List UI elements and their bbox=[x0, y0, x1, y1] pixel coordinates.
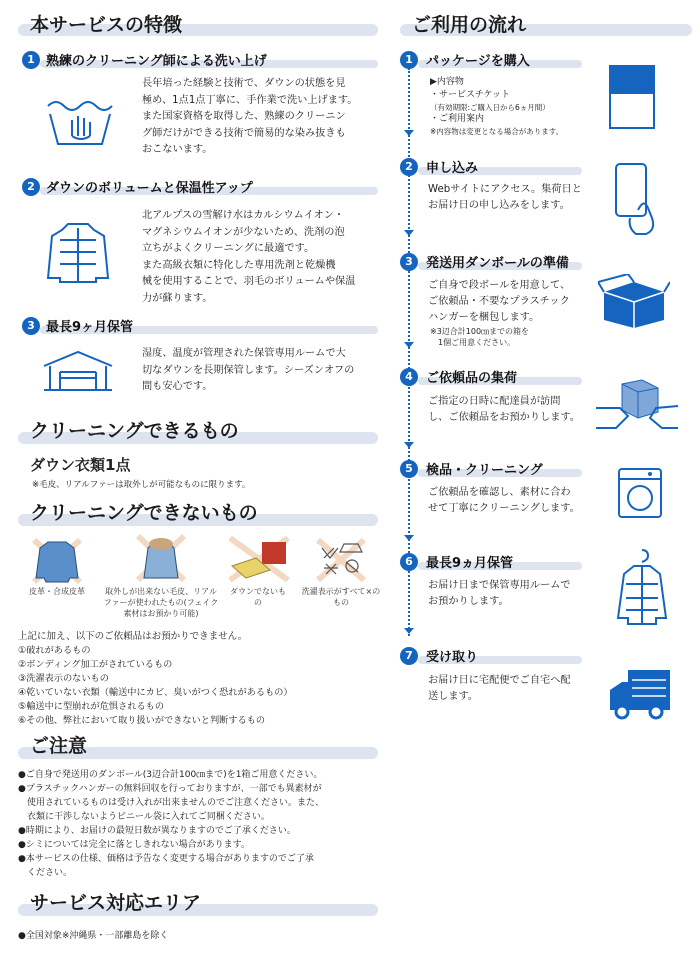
area-title: サービス対応エリア bbox=[30, 892, 202, 914]
can-clean-note: ※毛皮、リアルファーは取外しが可能なものに限ります。 bbox=[32, 480, 251, 490]
step-number: 7 bbox=[400, 647, 418, 665]
can-clean-title: クリーニングできるもの bbox=[30, 420, 239, 442]
washing-machine-icon bbox=[616, 466, 664, 520]
cannot-icon-label: ダウンでないもの bbox=[230, 587, 286, 607]
pickup-handover-icon bbox=[594, 378, 680, 434]
step-title: 受け取り bbox=[426, 650, 479, 665]
step-text: Webサイトにアクセス。集荷日と お届け日の申し込みをします。 bbox=[428, 184, 582, 211]
step-number: 4 bbox=[400, 368, 418, 386]
feature-title: 最長9ヶ月保管 bbox=[46, 320, 134, 335]
step-number: 6 bbox=[400, 553, 418, 571]
step-title: 発送用ダンボールの準備 bbox=[426, 256, 569, 271]
step-text: ご依頼品を確認し、素材に合わ せて丁寧にクリーニングします。 bbox=[428, 487, 580, 514]
feature-text: 湿度、温度が管理された保管専用ルームで大 切なダウンを長期保管します。シーズンオフの 間も安心です。 bbox=[142, 348, 355, 392]
step-text: ご自身で段ボールを用意して、 ご依頼品・不要なプラスチック ハンガーを梱包します。 bbox=[428, 280, 571, 323]
smartphone-icon bbox=[612, 162, 658, 238]
step-text: ご指定の日時に配達員が訪問 し、ご依頼品をお預かりします。 bbox=[428, 396, 580, 423]
feature-text: 長年培った経験と技術で、ダウンの状態を見 極め、1点1点丁寧に、手作業で洗い上げます。 また国家資格を取得した、熟練のクリーニン グ師だけができる技術で簡易的な染み抜きも おこないます。 bbox=[142, 78, 358, 155]
step-number: 1 bbox=[400, 51, 418, 69]
feature-title: ダウンのボリュームと保温性アップ bbox=[46, 181, 253, 196]
area-text: ●全国対象※沖縄県・一部離島を除く bbox=[18, 931, 169, 941]
step-note: ※3辺合計100㎝までの箱を 1個ご用意ください。 bbox=[430, 327, 530, 347]
step-text: お届け日まで保管専用ルームで お預かりします。 bbox=[428, 580, 571, 607]
package-contents: ▶内容物 ・サービスチケット （有効期限:ご購入日から6ヵ月間） ・ご利用案内 ※内容物は変更となる場合があります。 bbox=[430, 77, 564, 136]
cannot-icon-label: 洗濯表示がすべて×のもの bbox=[301, 587, 381, 607]
delivery-truck-icon bbox=[608, 668, 672, 720]
step-title: 最長9ヵ月保管 bbox=[426, 556, 514, 571]
cannot-intro: 上記に加え、以下のご依頼品はお預かりできません。 bbox=[18, 631, 248, 642]
step-title: 申し込み bbox=[426, 161, 479, 176]
step-title: ご依頼品の集荷 bbox=[426, 371, 518, 386]
fur-coat-icon bbox=[136, 534, 186, 582]
feature-text: 北アルプスの雪解け水はカルシウムイオン・ マグネシウムイオンが少ないため、洗剤の泡 立ちがよくクリーニングに最適です。 また高級衣類に特化した専用洗剤と乾燥機 械を使用することで、羽毛のボリュームや保温 力が蘇ります。 bbox=[142, 210, 356, 304]
package-icon bbox=[608, 64, 656, 130]
step-text: お届け日に宅配便でご自宅へ配 送します。 bbox=[428, 675, 571, 702]
can-clean-headline: ダウン衣類1点 bbox=[30, 456, 131, 474]
cannot-icon-label: 皮革・合成皮革 bbox=[29, 587, 85, 596]
cannot-clean-title: クリーニングできないもの bbox=[30, 502, 258, 524]
step-number: 3 bbox=[400, 253, 418, 271]
flow-title: ご利用の流れ bbox=[412, 14, 527, 36]
warehouse-icon bbox=[42, 350, 114, 392]
leather-jacket-icon bbox=[32, 538, 82, 584]
hanging-jacket-icon bbox=[614, 548, 670, 626]
washing-hand-icon bbox=[42, 92, 118, 150]
step-number: 2 bbox=[400, 158, 418, 176]
down-jacket-icon bbox=[46, 220, 110, 284]
cardboard-box-icon bbox=[598, 274, 670, 330]
cannot-icon-label: 取外しが出来ない毛皮、リアルファーが使われたもの(フェイク素材はお預かり可能) bbox=[103, 587, 219, 618]
non-down-items-icon bbox=[226, 536, 292, 582]
feature-number: 1 bbox=[22, 51, 40, 69]
timeline-arrows bbox=[403, 130, 415, 650]
feature-number: 3 bbox=[22, 317, 40, 335]
cannot-list: ①破れがあるもの ②ボンディング加工がされているもの ③洗濯表示のないもの ④乾いていない衣類（輸送中にカビ、臭いがつく恐れがあるもの） ⑤輸送中に型崩れが危惧されるもの ⑥その他、弊社において取り扱いができないと判断するもの bbox=[18, 645, 293, 726]
step-number: 5 bbox=[400, 460, 418, 478]
caution-title: ご注意 bbox=[30, 735, 88, 757]
caution-list: ●ご自身で発送用のダンボール(3辺合計100㎝まで)を1箱ご用意ください。 ●プラスチックハンガーの無料回収を行っておりますが、一部でも異素材が 使用されているものは受け入れが出来ませんのでご注意ください。また、 衣類に干渉しないようビニール袋に入れてご同梱ください。 ●時期により、お届けの最短日数が異なりますのでご了承ください。 ●シミについては完全に落としきれない場合があります。 ●本サービスの仕様、価格は予告なく変更する場合がありますのでご了承 ください。 bbox=[18, 770, 325, 878]
step-title: 検品・クリーニング bbox=[426, 463, 543, 478]
features-title: 本サービスの特徴 bbox=[30, 14, 183, 36]
wash-label-x-icon bbox=[316, 538, 366, 582]
feature-title: 熟練のクリーニング師による洗い上げ bbox=[46, 54, 267, 69]
feature-number: 2 bbox=[22, 178, 40, 196]
step-title: パッケージを購入 bbox=[426, 54, 530, 69]
